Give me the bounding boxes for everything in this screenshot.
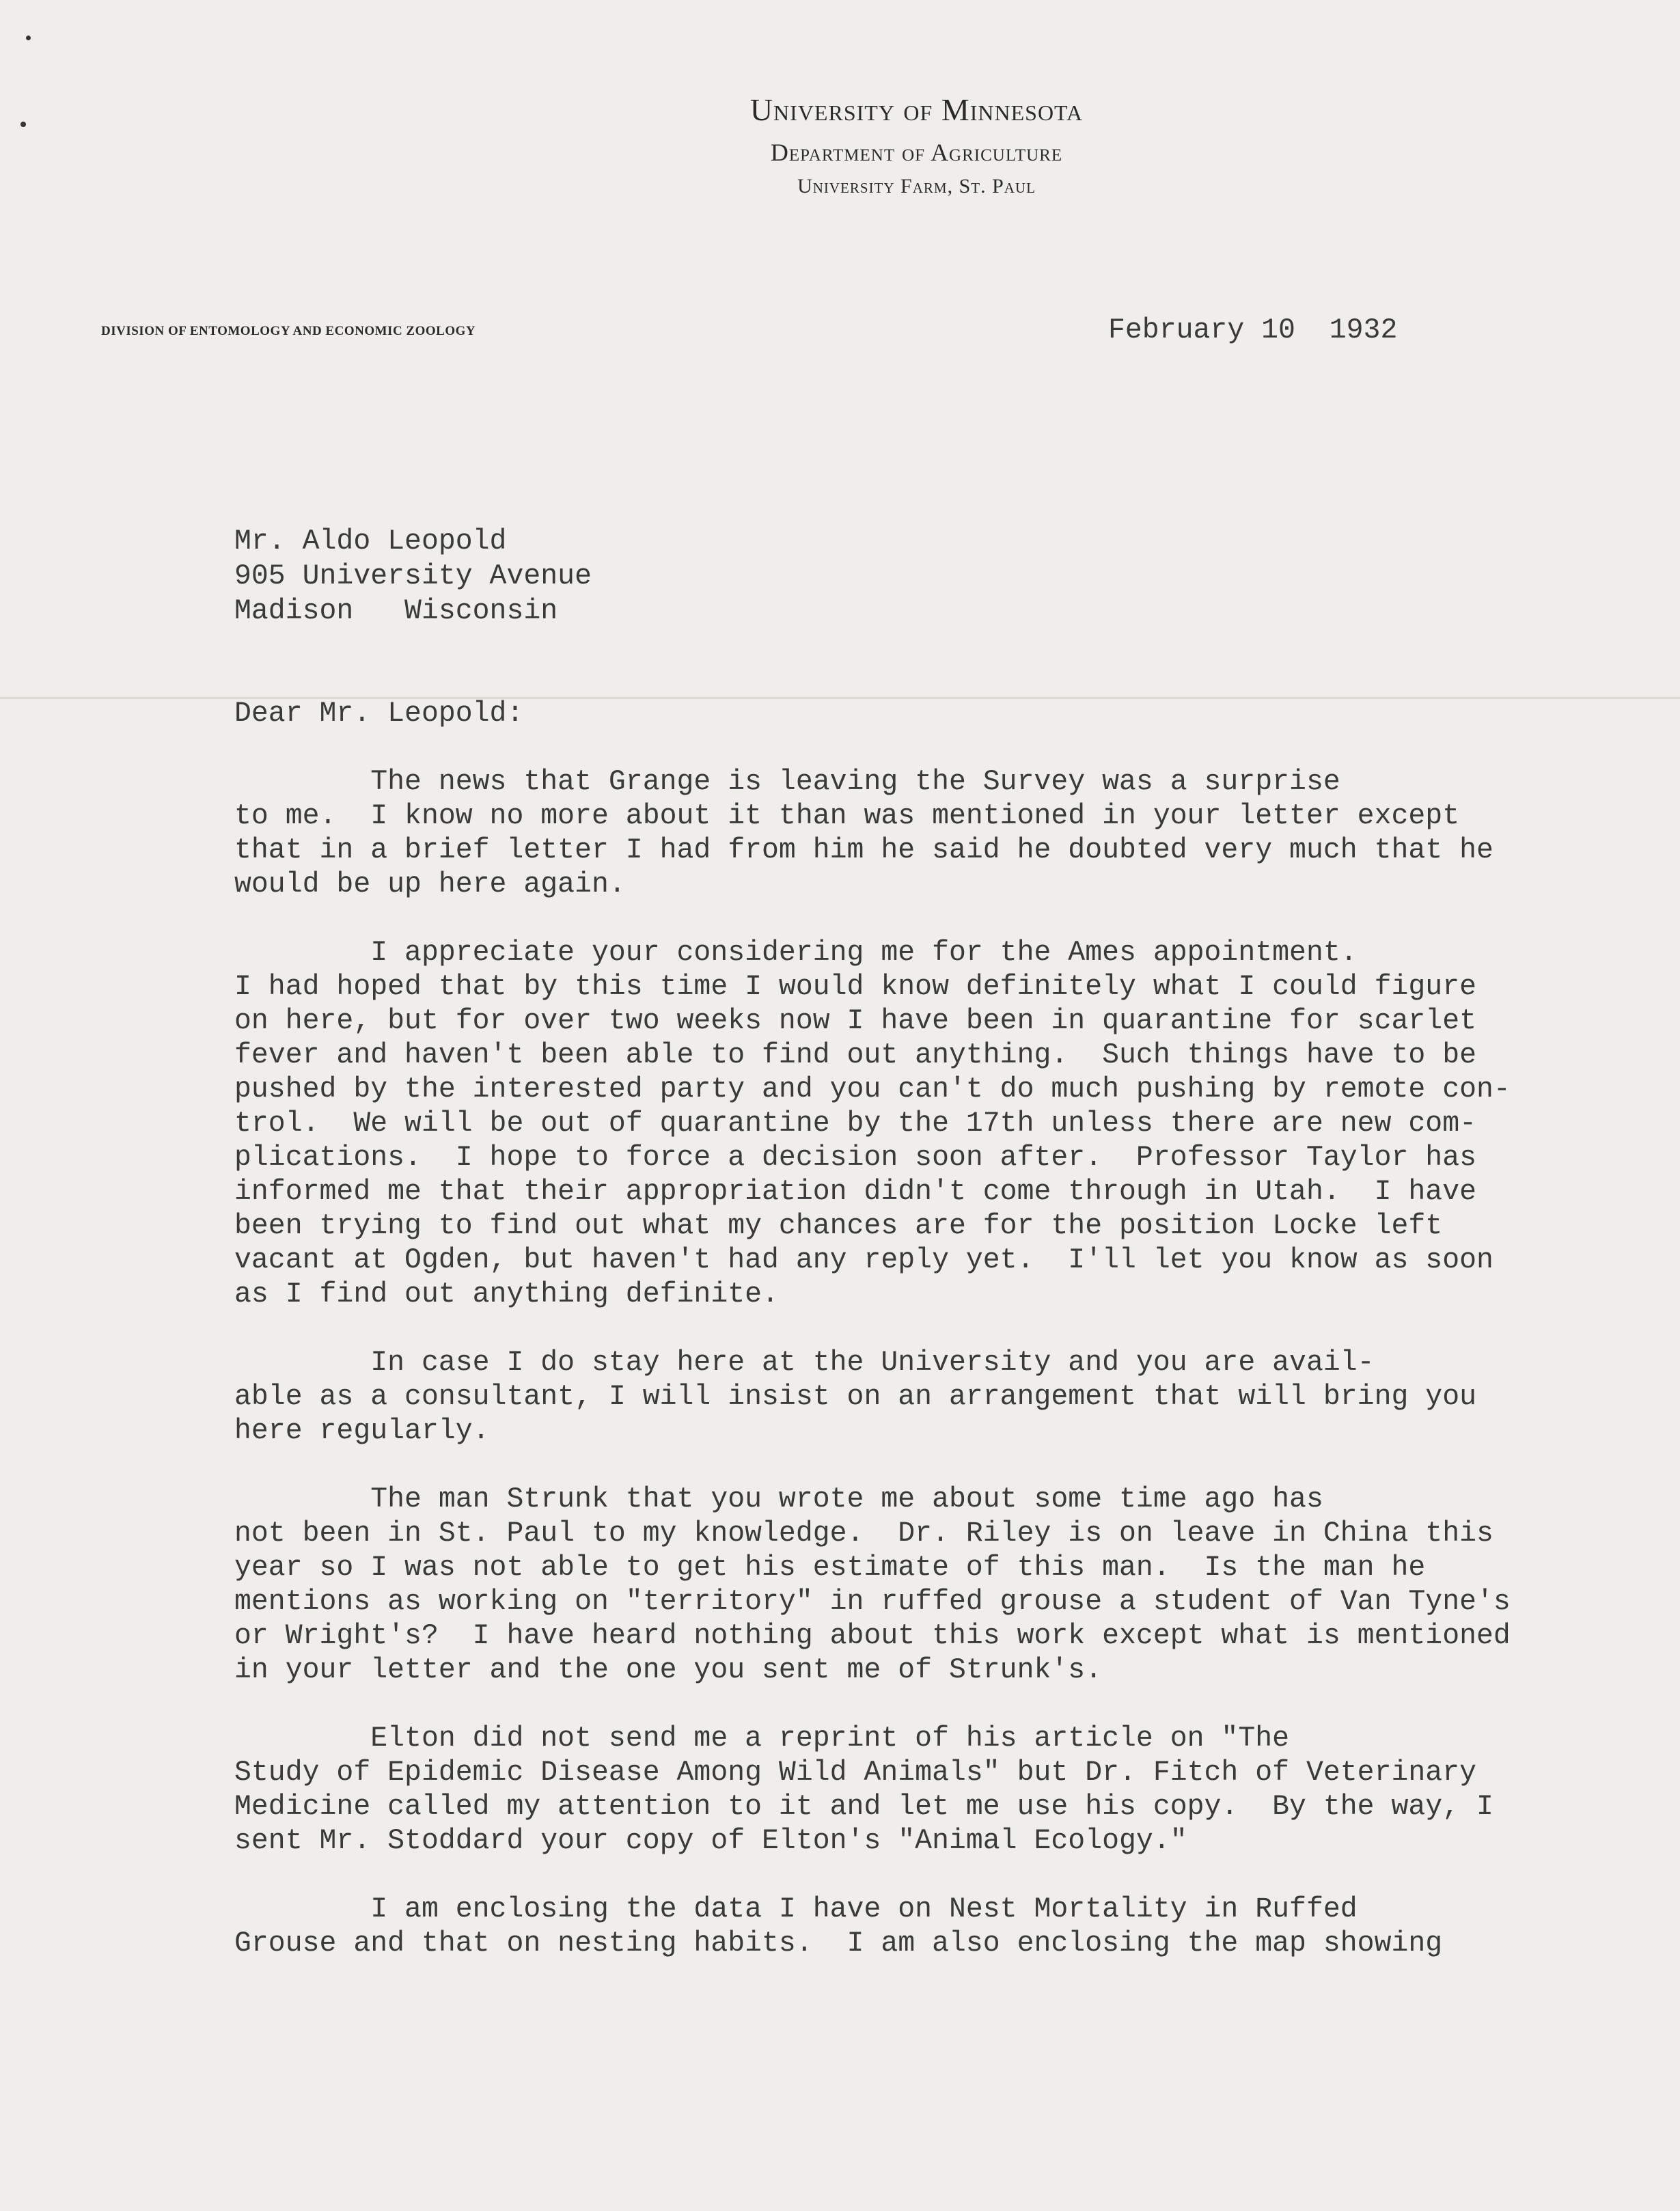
- body-line: trol. We will be out of quarantine by the 17th unless there are new com-: [234, 1108, 1476, 1140]
- letterhead-location: University Farm, St. Paul: [797, 175, 1036, 197]
- body-line: plications. I hope to force a decision soon after. Professor Taylor has: [234, 1142, 1476, 1174]
- body-line: I had hoped that by this time I would know definitely what I could figure: [234, 971, 1476, 1003]
- body-line: vacant at Ogden, but haven't had any reply yet. I'll let you know as soon: [234, 1244, 1493, 1276]
- letterhead-university: University of Minnesota: [749, 92, 1084, 127]
- body-line: pushed by the interested party and you can't do much pushing by remote con-: [234, 1073, 1511, 1106]
- body-line: as I find out anything definite.: [234, 1278, 779, 1310]
- body-line: In case I do stay here at the University and you are avail-: [234, 1347, 1375, 1379]
- body-line: The man Strunk that you wrote me about some time ago has: [234, 1483, 1323, 1515]
- body-line: mentions as working on "territory" in ruffed grouse a student of Van Tyne's: [234, 1586, 1511, 1618]
- division-name: DIVISION OF ENTOMOLOGY AND ECONOMIC ZOOLOGY: [101, 324, 476, 338]
- body-line: sent Mr. Stoddard your copy of Elton's "Animal Ecology.": [234, 1825, 1187, 1857]
- body-line: to me. I know no more about it than was mentioned in your letter except: [234, 800, 1460, 832]
- body-line: fever and haven't been able to find out anything. Such things have to be: [234, 1039, 1476, 1071]
- address-line: Mr. Aldo Leopold: [234, 525, 507, 558]
- body-line: not been in St. Paul to my knowledge. Dr. Riley is on leave in China this: [234, 1518, 1493, 1550]
- body-line: I appreciate your considering me for the Ames appointment.: [234, 937, 1358, 969]
- body-line: I am enclosing the data I have on Nest Mortality in Ruffed: [234, 1893, 1358, 1925]
- body-line: Grouse and that on nesting habits. I am also enclosing the map showing: [234, 1927, 1443, 1960]
- body-line: informed me that their appropriation didn't come through in Utah. I have: [234, 1176, 1476, 1208]
- body-line: Elton did not send me a reprint of his article on "The: [234, 1722, 1290, 1755]
- body-line: able as a consultant, I will insist on an arrangement that will bring you: [234, 1381, 1476, 1413]
- body-line: in your letter and the one you sent me of Strunk's.: [234, 1654, 1103, 1686]
- salutation: Dear Mr. Leopold:: [234, 698, 524, 730]
- body-line: here regularly.: [234, 1415, 490, 1447]
- body-line: or Wright's? I have heard nothing about this work except what is mentioned: [234, 1620, 1511, 1652]
- ink-speck: [20, 122, 26, 127]
- body-line: would be up here again.: [234, 868, 626, 901]
- address-line: 905 University Avenue: [234, 560, 592, 592]
- body-line: been trying to find out what my chances are for the position Locke left: [234, 1210, 1443, 1242]
- body-line: on here, but for over two weeks now I have been in quarantine for scarlet: [234, 1005, 1476, 1037]
- body-line: Study of Epidemic Disease Among Wild Animals" but Dr. Fitch of Veterinary: [234, 1757, 1476, 1789]
- body-line: Medicine called my attention to it and let me use his copy. By the way, I: [234, 1791, 1493, 1823]
- letter-date: February 10 1932: [1108, 314, 1398, 346]
- body-line: that in a brief letter I had from him he said he doubted very much that he: [234, 834, 1493, 866]
- address-line: Madison Wisconsin: [234, 595, 558, 627]
- body-line: year so I was not able to get his estimate of this man. Is the man he: [234, 1552, 1426, 1584]
- ink-speck: [26, 36, 31, 40]
- letterhead-department: Department of Agriculture: [770, 139, 1063, 166]
- body-line: The news that Grange is leaving the Survey was a surprise: [234, 766, 1340, 798]
